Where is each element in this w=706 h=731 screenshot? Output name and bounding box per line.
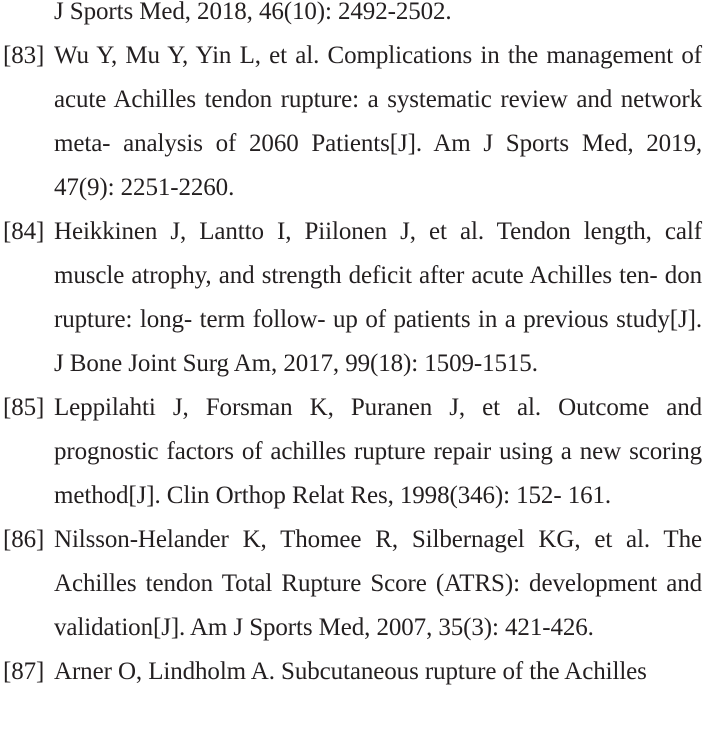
reference-text: Wu Y, Mu Y, Yin L, et al. Complications in the management of acute Achilles tendon rupture: a systematic review and network meta- analysis of 2060 Patients[J]. Am J Sports Med, 2019, 47(9): 2251-2260. [54,42,702,201]
reference-85 [0,386,706,518]
reference-number: [87] [3,658,45,685]
reference-number: [86] [3,526,45,553]
reference-text: J Sports Med, 2018, 46(10): 2492-2502. [54,0,452,25]
reference-number: [85] [3,394,45,421]
reference-text: Nilsson-Helander K, Thomee R, Silbernagel KG, et al. The Achilles tendon Total Rupture Score (ATRS): development and validation[J]. Am J Sports Med, 2007, 35(3): 421-426. [54,526,702,641]
reference-number: [84] [3,218,45,245]
reference-continuation [0,0,706,34]
reference-83 [0,34,706,210]
reference-text: Heikkinen J, Lantto I, Piilonen J, et al. Tendon length, calf muscle atrophy, and strength deficit after acute Achilles ten- don rupture: long- term follow- up of patients in a previous study[J]. J Bone Joint Surg Am, 2017, 99(18): 1509-1515. [54,218,702,377]
reference-text: Arner O, Lindholm A. Subcutaneous rupture of the Achilles [54,658,647,685]
reference-86 [0,518,706,650]
reference-number: [83] [3,42,45,69]
reference-text: Leppilahti J, Forsman K, Puranen J, et al. Outcome and prognostic factors of achilles rupture repair using a new scoring method[J]. Clin Orthop Relat Res, 1998(346): 152- 161. [54,394,702,509]
reference-87 [0,650,706,694]
reference-84 [0,210,706,386]
